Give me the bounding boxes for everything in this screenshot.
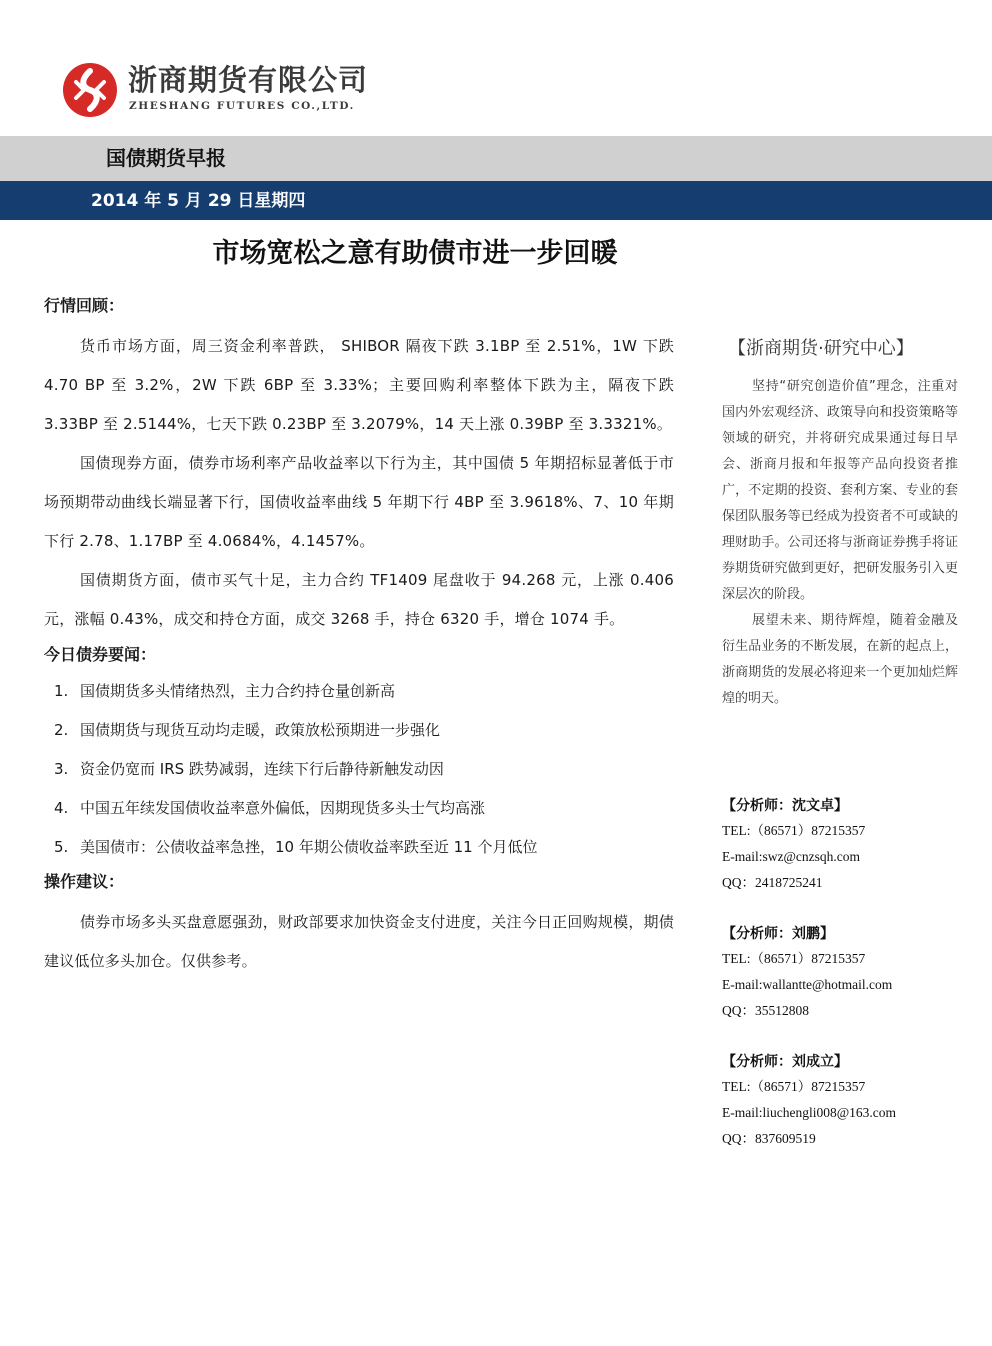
analyst-card [722, 794, 982, 896]
report-date: 2014 年 5 月 29 日星期四 [91, 191, 306, 211]
analyst-name: 【分析师：刘成立】 [722, 1054, 848, 1070]
news-item-number: 3. [54, 760, 69, 778]
advice-paragraph: 债券市场多头买盘意愿强劲，财政部要求加快资金支付进度，关注今日正回购规模，期债建议低位多头加仓。仅供参考。 [44, 913, 674, 970]
news-item [44, 789, 674, 828]
advice-heading: 操作建议： [44, 872, 125, 891]
analyst-qq: QQ：35512808 [722, 1003, 809, 1018]
news-item [44, 828, 674, 867]
news-item-number: 4. [54, 799, 69, 817]
review-heading: 行情回顾： [44, 296, 125, 315]
news-item [44, 711, 674, 750]
sidebar-paragraph: 展望未来、期待辉煌，随着金融及衍生品业务的不断发展，在新的起点上，浙商期货的发展必将迎来一个更加灿烂辉煌的明天。 [722, 613, 958, 706]
report-type: 国债期货早报 [106, 146, 226, 170]
analyst-email[interactable]: E-mail:liuchengli008@163.com [722, 1105, 897, 1120]
analyst-name: 【分析师：刘鹏】 [722, 926, 834, 942]
review-paragraph: 国债现券方面，债券市场利率产品收益率以下行为主，其中国债 5 年期招标显著低于市场预期带动曲线长端显著下行，国债收益率曲线 5 年期下行 4BP 至 3.9618%、7、10 年期下行 2.78、1.17BP 至 4.0684%，4.1457%。 [44, 454, 674, 550]
news-item-text: 国债期货多头情绪热烈，主力合约持仓量创新高 [80, 682, 396, 700]
analyst-card [722, 922, 982, 1024]
analyst-qq: QQ：2418725241 [722, 875, 823, 890]
company-logo-icon [62, 62, 118, 118]
analyst-tel: TEL:（86571）87215357 [722, 1079, 866, 1094]
analyst-tel: TEL:（86571）87215357 [722, 823, 866, 838]
news-item-text: 资金仍宽而 IRS 跌势减弱，连续下行后静待新触发动因 [80, 760, 444, 778]
analyst-qq: QQ：837609519 [722, 1131, 816, 1146]
sidebar-paragraph: 坚持“研究创造价值”理念，注重对国内外宏观经济、政策导向和投资策略等领域的研究，并将研究成果通过每日早会、浙商月报和年报等产品向投资者推广，不定期的投资、套利方案、专业的套保团队服务等已经成为投资者不可或缺的理财助手。公司还将与浙商证券携手将证券期货研究做到更好，把研发服务引入更深层次的阶段。 [722, 379, 958, 602]
news-item-number: 2. [54, 721, 69, 739]
sidebar-title: 【浙商期货·研究中心】 [728, 338, 914, 359]
news-item-text: 国债期货与现货互动均走暖，政策放松预期进一步强化 [80, 721, 441, 739]
main-content [44, 293, 674, 981]
news-item [44, 750, 674, 789]
news-item [44, 672, 674, 711]
news-item-text: 中国五年续发国债收益率意外偏低，因期现货多头士气均高涨 [80, 799, 486, 817]
analyst-name: 【分析师：沈文卓】 [722, 798, 848, 814]
company-name-en: ZHESHANG FUTURES CO.,LTD. [129, 100, 355, 112]
report-headline: 市场宽松之意有助债市进一步回暖 [212, 238, 618, 269]
review-paragraph: 货币市场方面，周三资金利率普跌， SHIBOR 隔夜下跌 3.1BP 至 2.51%，1W 下跌 4.70 BP 至 3.2%，2W 下跌 6BP 至 3.33%；主要回购利率整体下跌为主，隔夜下跌 3.33BP 至 2.5144%，七天下跌 0.23BP 至 3.2079%，14 天上涨 0.39BP 至 3.3321%。 [44, 337, 674, 433]
analyst-tel: TEL:（86571）87215357 [722, 951, 866, 966]
company-name-cn: 浙商期货有限公司 [128, 63, 369, 97]
news-list [44, 672, 674, 867]
news-heading: 今日债券要闻： [44, 645, 157, 664]
news-item-number: 5. [54, 838, 69, 856]
analyst-contacts [722, 794, 982, 1178]
research-center-sidebar [722, 334, 958, 712]
review-paragraph: 国债期货方面，债市买气十足，主力合约 TF1409 尾盘收于 94.268 元，上涨 0.406 元，涨幅 0.43%，成交和持仓方面，成交 3268 手，持仓 6320 手，增仓 1074 手。 [44, 571, 674, 628]
analyst-email[interactable]: E-mail:wallantte@hotmail.com [722, 977, 893, 992]
news-item-number: 1. [54, 682, 69, 700]
analyst-email[interactable]: E-mail:swz@cnzsqh.com [722, 849, 861, 864]
news-item-text: 美国债市：公债收益率急挫，10 年期公债收益率跌至近 11 个月低位 [80, 838, 538, 856]
analyst-card [722, 1050, 982, 1152]
